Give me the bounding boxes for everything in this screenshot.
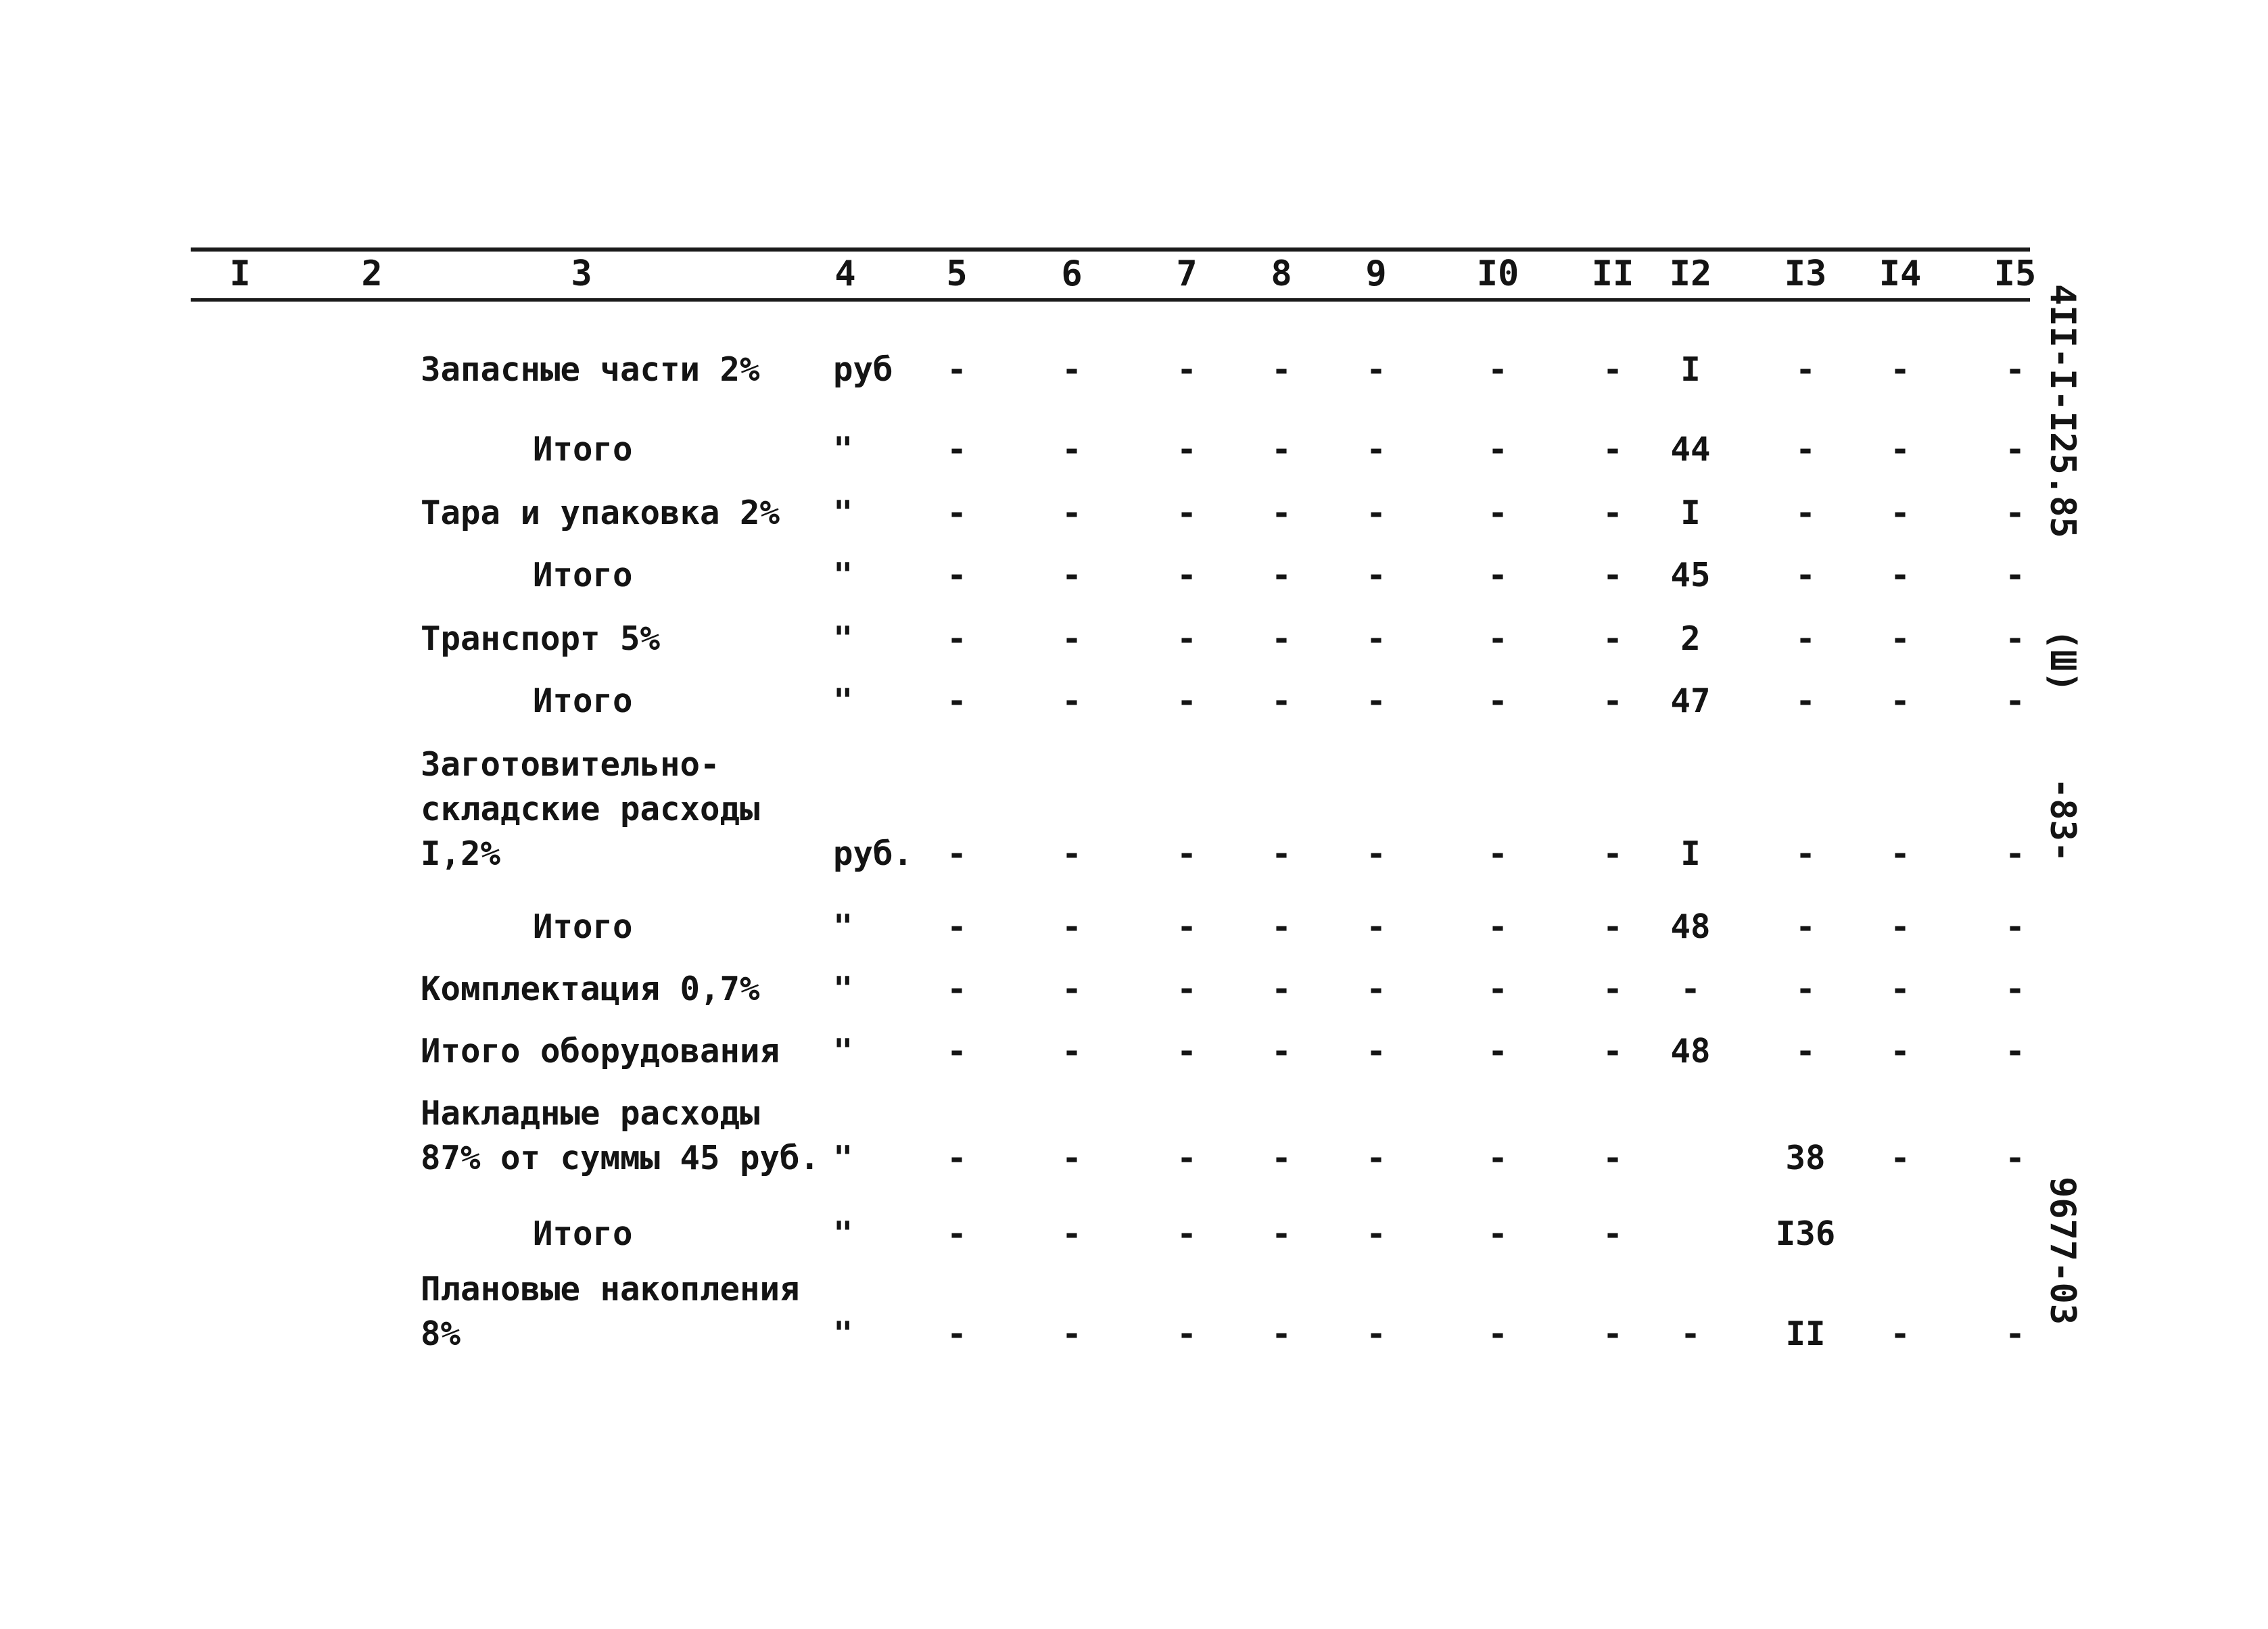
cell-col-7: -	[1177, 970, 1197, 1008]
cell-col-5: -	[947, 1315, 967, 1353]
cell-col-15: -	[2005, 682, 2025, 720]
cell-col-6: -	[1062, 1214, 1082, 1253]
cell-col-14: -	[1890, 970, 1910, 1008]
cell-col-9: -	[1366, 556, 1386, 594]
cell-col-12: 48	[1670, 907, 1711, 946]
row-unit: "	[833, 970, 853, 1008]
cell-col-12: I	[1680, 494, 1701, 532]
cell-col-11: -	[1603, 907, 1623, 946]
table-row	[0, 742, 2268, 876]
table-row	[0, 491, 2268, 536]
column-header-1: I	[229, 254, 251, 294]
cell-col-10: -	[1488, 350, 1508, 389]
cell-col-13: -	[1795, 619, 1816, 658]
cell-col-14: -	[1890, 494, 1910, 532]
page-number: -83-	[2042, 778, 2083, 863]
row-label: Заготовительно-	[421, 745, 720, 784]
cell-col-9: -	[1366, 970, 1386, 1008]
cell-col-5: -	[947, 1139, 967, 1177]
cell-col-7: -	[1177, 494, 1197, 532]
cell-col-13: -	[1795, 556, 1816, 594]
cell-col-11: -	[1603, 430, 1623, 469]
table-row	[0, 967, 2268, 1012]
cell-col-8: -	[1271, 556, 1292, 594]
row-label: Комплектация 0,7%	[421, 970, 760, 1008]
cell-col-13: I36	[1775, 1214, 1836, 1253]
cell-col-14: -	[1890, 619, 1910, 658]
cell-col-6: -	[1062, 556, 1082, 594]
table-row	[0, 617, 2268, 661]
cell-col-10: -	[1488, 907, 1508, 946]
cell-col-9: -	[1366, 1139, 1386, 1177]
cell-col-7: -	[1177, 682, 1197, 720]
cell-col-5: -	[947, 907, 967, 946]
cell-col-14: -	[1890, 556, 1910, 594]
cell-col-10: -	[1488, 430, 1508, 469]
cell-col-15: -	[2005, 619, 2025, 658]
cell-col-13: -	[1795, 682, 1816, 720]
archive-number: 9677-03	[2042, 1177, 2083, 1325]
cell-col-15: -	[2005, 1315, 2025, 1353]
cell-col-6: -	[1062, 970, 1082, 1008]
table-row	[0, 1029, 2268, 1074]
cell-col-14: -	[1890, 1315, 1910, 1353]
row-label: Итого	[533, 1214, 633, 1253]
cell-col-9: -	[1366, 1315, 1386, 1353]
row-label: 87% от суммы 45 руб.	[421, 1139, 820, 1177]
cell-col-7: -	[1177, 350, 1197, 389]
cell-col-5: -	[947, 556, 967, 594]
row-label: складские расходы	[421, 790, 760, 828]
cell-col-8: -	[1271, 619, 1292, 658]
column-header-15: I5	[1993, 254, 2037, 294]
cell-col-11: -	[1603, 682, 1623, 720]
row-label: Транспорт 5%	[421, 619, 661, 658]
cell-col-8: -	[1271, 682, 1292, 720]
column-header-10: I0	[1476, 254, 1519, 294]
column-header-8: 8	[1271, 254, 1292, 294]
cell-col-8: -	[1271, 834, 1292, 873]
cell-col-12: I	[1680, 834, 1701, 873]
sheet-mark: (Ш)	[2042, 629, 2083, 692]
column-header-4: 4	[834, 254, 856, 294]
cell-col-9: -	[1366, 494, 1386, 532]
column-header-13: I3	[1784, 254, 1827, 294]
cell-col-6: -	[1062, 350, 1082, 389]
row-unit: "	[833, 619, 853, 658]
row-unit: "	[833, 494, 853, 532]
cell-col-11: -	[1603, 1139, 1623, 1177]
cell-col-10: -	[1488, 1139, 1508, 1177]
cell-col-8: -	[1271, 494, 1292, 532]
cell-col-12: -	[1680, 1315, 1701, 1353]
cell-col-8: -	[1271, 907, 1292, 946]
cell-col-13: -	[1795, 430, 1816, 469]
row-label: Плановые накопления	[421, 1270, 800, 1308]
cell-col-15: -	[2005, 907, 2025, 946]
cell-col-5: -	[947, 1214, 967, 1253]
cell-col-14: -	[1890, 1032, 1910, 1070]
cell-col-11: -	[1603, 350, 1623, 389]
row-label: Запасные части 2%	[421, 350, 760, 389]
cell-col-12: 48	[1670, 1032, 1711, 1070]
cell-col-13: II	[1785, 1315, 1826, 1353]
cell-col-7: -	[1177, 834, 1197, 873]
row-label: 8%	[421, 1315, 461, 1353]
cell-col-15: -	[2005, 834, 2025, 873]
cell-col-10: -	[1488, 1032, 1508, 1070]
cell-col-12: I	[1680, 350, 1701, 389]
cell-col-13: -	[1795, 907, 1816, 946]
cell-col-11: -	[1603, 1032, 1623, 1070]
table-row	[0, 1267, 2268, 1356]
cell-col-10: -	[1488, 970, 1508, 1008]
cell-col-11: -	[1603, 970, 1623, 1008]
cell-col-5: -	[947, 1032, 967, 1070]
cell-col-5: -	[947, 494, 967, 532]
column-header-5: 5	[946, 254, 968, 294]
cell-col-12: 47	[1670, 682, 1711, 720]
column-header-3: 3	[571, 254, 592, 294]
cell-col-7: -	[1177, 1139, 1197, 1177]
cell-col-8: -	[1271, 1139, 1292, 1177]
cell-col-12: 2	[1680, 619, 1701, 658]
cell-col-9: -	[1366, 834, 1386, 873]
row-unit: руб	[833, 350, 893, 389]
cell-col-10: -	[1488, 556, 1508, 594]
column-header-6: 6	[1061, 254, 1083, 294]
cell-col-14: -	[1890, 907, 1910, 946]
cell-col-11: -	[1603, 494, 1623, 532]
column-header-9: 9	[1365, 254, 1387, 294]
cell-col-6: -	[1062, 430, 1082, 469]
row-unit: "	[833, 1032, 853, 1070]
cell-col-5: -	[947, 350, 967, 389]
cell-col-14: -	[1890, 834, 1910, 873]
row-unit: "	[833, 1139, 853, 1177]
cell-col-11: -	[1603, 556, 1623, 594]
row-unit: "	[833, 682, 853, 720]
cell-col-9: -	[1366, 619, 1386, 658]
cell-col-7: -	[1177, 619, 1197, 658]
cell-col-15: -	[2005, 556, 2025, 594]
cell-col-15: -	[2005, 970, 2025, 1008]
cell-col-7: -	[1177, 1315, 1197, 1353]
cell-col-9: -	[1366, 1032, 1386, 1070]
row-label: Итого	[533, 907, 633, 946]
cell-col-13: -	[1795, 350, 1816, 389]
cell-col-15: -	[2005, 350, 2025, 389]
row-unit: "	[833, 556, 853, 594]
cell-col-10: -	[1488, 494, 1508, 532]
cell-col-15: -	[2005, 1032, 2025, 1070]
cell-col-10: -	[1488, 682, 1508, 720]
cell-col-12: 44	[1670, 430, 1711, 469]
table-header-rule	[191, 298, 2030, 302]
cell-col-6: -	[1062, 1032, 1082, 1070]
column-header-11: II	[1591, 254, 1634, 294]
cell-col-10: -	[1488, 1214, 1508, 1253]
cell-col-6: -	[1062, 494, 1082, 532]
row-label: Накладные расходы	[421, 1094, 760, 1133]
cell-col-13: -	[1795, 494, 1816, 532]
cell-col-14: -	[1890, 430, 1910, 469]
cell-col-12: 45	[1670, 556, 1711, 594]
cell-col-8: -	[1271, 350, 1292, 389]
row-label: I,2%	[421, 834, 501, 873]
row-unit: "	[833, 907, 853, 946]
cell-col-15: -	[2005, 430, 2025, 469]
cell-col-14: -	[1890, 1139, 1910, 1177]
table-top-rule	[191, 247, 2030, 252]
cell-col-11: -	[1603, 619, 1623, 658]
table-row	[0, 1091, 2268, 1181]
table-row	[0, 679, 2268, 724]
cell-col-6: -	[1062, 834, 1082, 873]
cell-col-9: -	[1366, 430, 1386, 469]
row-unit: "	[833, 430, 853, 469]
cell-col-15: -	[2005, 494, 2025, 532]
row-label: Итого	[533, 430, 633, 469]
cell-col-9: -	[1366, 907, 1386, 946]
cell-col-5: -	[947, 834, 967, 873]
cell-col-8: -	[1271, 970, 1292, 1008]
cell-col-8: -	[1271, 1214, 1292, 1253]
cell-col-9: -	[1366, 682, 1386, 720]
table-row	[0, 553, 2268, 598]
cell-col-8: -	[1271, 1315, 1292, 1353]
document-number: 4II-I-I25.85	[2042, 284, 2083, 538]
cell-col-15: -	[2005, 1139, 2025, 1177]
row-label: Итого	[533, 682, 633, 720]
cell-col-5: -	[947, 619, 967, 658]
cell-col-13: -	[1795, 1032, 1816, 1070]
cell-col-6: -	[1062, 619, 1082, 658]
cell-col-14: -	[1890, 682, 1910, 720]
column-header-12: I2	[1669, 254, 1712, 294]
cell-col-6: -	[1062, 907, 1082, 946]
row-unit: руб.	[833, 834, 914, 873]
row-unit: "	[833, 1214, 853, 1253]
cell-col-12: -	[1680, 970, 1701, 1008]
cell-col-6: -	[1062, 1139, 1082, 1177]
cell-col-5: -	[947, 682, 967, 720]
column-header-14: I4	[1879, 254, 1922, 294]
table-row	[0, 348, 2268, 392]
column-header-2: 2	[361, 254, 383, 294]
cell-col-10: -	[1488, 619, 1508, 658]
cell-col-5: -	[947, 970, 967, 1008]
table-row	[0, 427, 2268, 472]
cell-col-7: -	[1177, 1032, 1197, 1070]
cell-col-7: -	[1177, 907, 1197, 946]
cell-col-13: -	[1795, 970, 1816, 1008]
cell-col-6: -	[1062, 682, 1082, 720]
row-label: Итого оборудования	[421, 1032, 780, 1070]
table-row	[0, 905, 2268, 949]
cell-col-11: -	[1603, 1214, 1623, 1253]
cell-col-8: -	[1271, 430, 1292, 469]
cell-col-10: -	[1488, 834, 1508, 873]
cell-col-5: -	[947, 430, 967, 469]
row-unit: "	[833, 1315, 853, 1353]
cell-col-9: -	[1366, 1214, 1386, 1253]
cell-col-10: -	[1488, 1315, 1508, 1353]
row-label: Тара и упаковка 2%	[421, 494, 780, 532]
cell-col-11: -	[1603, 834, 1623, 873]
row-label: Итого	[533, 556, 633, 594]
cell-col-8: -	[1271, 1032, 1292, 1070]
cell-col-13: 38	[1785, 1139, 1826, 1177]
cell-col-7: -	[1177, 1214, 1197, 1253]
column-header-7: 7	[1176, 254, 1198, 294]
cell-col-14: -	[1890, 350, 1910, 389]
cell-col-7: -	[1177, 430, 1197, 469]
cell-col-13: -	[1795, 834, 1816, 873]
cell-col-6: -	[1062, 1315, 1082, 1353]
cell-col-7: -	[1177, 556, 1197, 594]
table-row	[0, 1212, 2268, 1256]
cell-col-11: -	[1603, 1315, 1623, 1353]
cell-col-9: -	[1366, 350, 1386, 389]
